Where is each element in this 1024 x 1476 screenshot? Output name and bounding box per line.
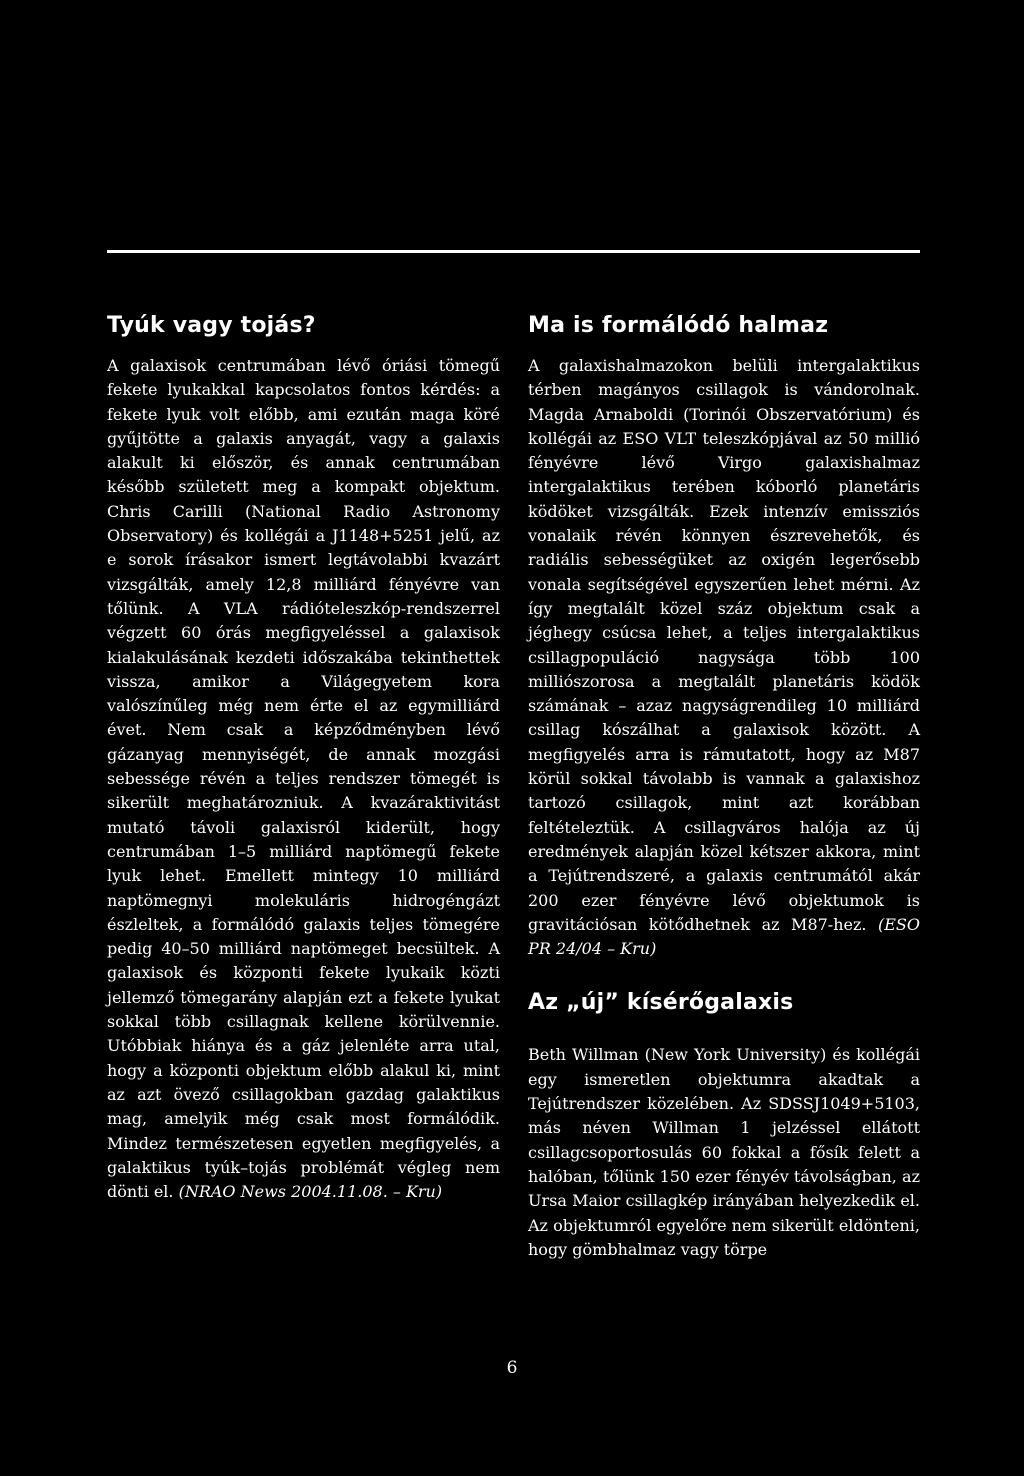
article-body-formalodo-halmaz (528, 354, 920, 961)
article-text: A galaxishalmazokon belüli intergalaktikus térben magányos csillagok is vándorolnak. Magda Arnaboldi (Torinói Obszervatórium) és kollégái az ESO VLT teleszkópjával az 50 millió fényévre lévő Virgo galaxishalmaz intergalaktikus terében kóborló planetáris ködöket vizsgálták. Ezek intenzív emissziós vonalaik révén könnyen észrevehetők, és radiális sebességüket az oxigén legerősebb vonala segítségével egyszerűen lehet mérni. Az így megtalált közel száz objektum csak a jéghegy csúcsa lehet, a teljes intergalaktikus csillagpopuláció nagysága több 100 milliószorosa a megtalált planetáris ködök számának – azaz nagyságrendileg 10 milliárd csillag kószálhat a galaxisok között. A megfigyelés arra is rámutatott, hogy az M87 körül sokkal távolabb is vannak a galaxishoz tartozó csillagok, mint azt korábban feltételeztük. A csillagváros halója az új eredmények alapján közel kétszer akkora, mint a Tejútrendszeré, a galaxis centrumától akár 200 ezer fényévre lévő objektumok is gravitációsan kötődhetnek az M87-hez. (528, 356, 920, 934)
article-heading-tyuk-vagy-tojas: Tyúk vagy tojás? (107, 313, 316, 338)
article-heading-formalodo-halmaz: Ma is formálódó halmaz (528, 313, 829, 338)
article-heading-uj-kiserogalaxis: Az „új” kísérőgalaxis (528, 990, 794, 1016)
article-body-uj-kiserogalaxis: Beth Willman (New York University) és kollégái egy ismeretlen objektumra akadtak a Tejútrendszer közelében. Az SDSSJ1049+5103, más néven Willman 1 jelzéssel ellátott csillagcsoportosulás 60 fokkal a fősík felett a halóban, tőlünk 150 ezer fényév távolságban, az Ursa Maior csillagkép irányában helyezkedik el. Az objektumról egyelőre nem sikerült eldönteni, hogy gömbhalmaz vagy törpe (528, 1045, 920, 1259)
article-citation: (NRAO News 2004.11.08. – Kru) (178, 1182, 443, 1202)
article-text: A galaxisok centrumában lévő óriási tömegű fekete lyukakkal kapcsolatos fontos kérdés: a fekete lyuk volt előbb, ami ezután maga köré gyűjtötte a galaxis anyagát, vagy a galaxis alakult ki először, és annak centrumában később született meg a kompakt objektum. Chris Carilli (National Radio Astronomy Observatory) és kollégái a J1148+5251 jelű, az e sorok írásakor ismert legtávolabbi kvazárt vizsgálták, amely 12,8 milliárd fényévre van tőlünk. A VLA rádióteleszkóp-rendszerrel végzett 60 órás megfigyeléssel a galaxisok kialakulásának kezdeti időszakába tekinthettek vissza, amikor a Világegyetem kora valószínűleg még nem érte el az egymilliárd évet. Nem csak a képződményben lévő gázanyag mennyiségét, de annak mozgási sebessége révén a teljes rendszer tömegét is sikerült meghatározniuk. A kvazáraktivitást mutató távoli galaxisról kiderült, hogy centrumában 1–5 milliárd naptömegű fekete lyuk lehet. Emellett mintegy 10 milliárd naptömegnyi molekuláris hidrogéngázt észleltek, a formálódó galaxis teljes tömegére pedig 40–50 milliárd naptömeget becsültek. A galaxisok és központi fekete lyukaik közti jellemző tömegarány alapján ezt a fekete lyukat sokkal több csillagnak kellene körülvennie. Utóbbiak hiánya és a gáz jelenléte arra utal, hogy a központi objektum előbb alakul ki, mint az azt övező csillagokban gazdag galaktikus mag, amelyik még csak most formálódik. Mindez természetesen egyetlen megfigyelés, a galaktikus tyúk–tojás problémát végleg nem dönti el. (107, 356, 500, 1202)
left-column (107, 306, 500, 1204)
article-citation: (ESO PR 24/04 – Kru) (528, 914, 920, 959)
right-column (528, 306, 920, 1262)
article-body-tyuk-vagy-tojas (107, 354, 500, 1204)
top-rule (107, 250, 920, 253)
page-number: 6 (506, 1358, 518, 1378)
